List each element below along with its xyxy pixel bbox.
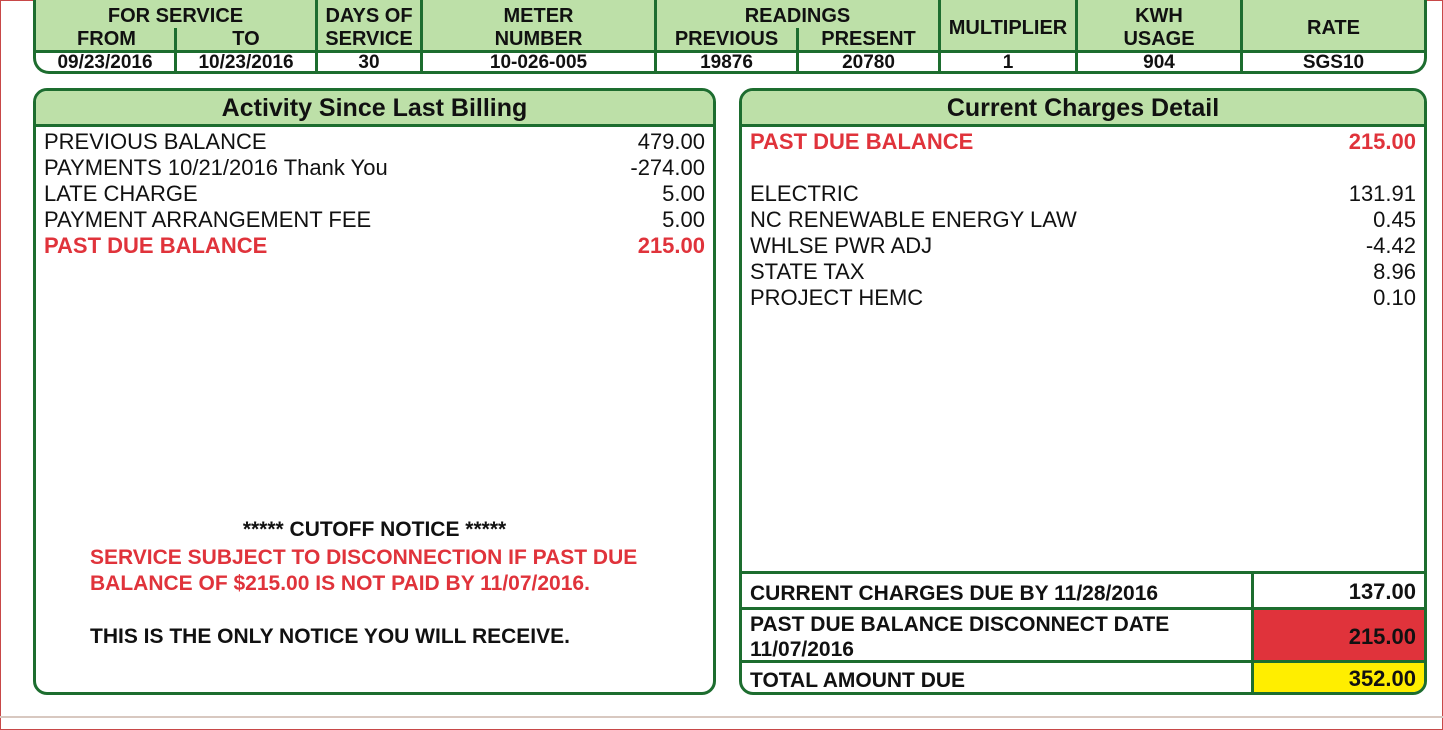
list-item <box>750 285 1416 311</box>
item-amount: -274.00 <box>630 155 705 180</box>
item-label: PAYMENTS 10/21/2016 Thank You <box>44 155 388 180</box>
service-table-header <box>36 0 1424 53</box>
value-rate: SGS10 <box>1302 52 1365 73</box>
divider <box>796 28 799 53</box>
disconnect-row <box>742 607 1424 663</box>
header-previous: PREVIOUS <box>674 28 779 50</box>
current-charges-due-amount: 137.00 <box>1251 574 1424 610</box>
list-item <box>750 233 1416 259</box>
activity-panel <box>33 88 716 695</box>
service-table <box>33 0 1427 74</box>
value-to: 10/23/2016 <box>198 52 294 73</box>
header-kwh: KWH <box>1135 5 1183 27</box>
header-service: SERVICE <box>325 28 413 50</box>
list-item <box>44 129 705 155</box>
header-rate: RATE <box>1307 17 1360 39</box>
list-item <box>44 207 705 233</box>
divider <box>1240 0 1243 50</box>
charges-panel <box>739 88 1427 695</box>
value-from: 09/23/2016 <box>57 52 153 73</box>
item-amount: 215.00 <box>637 233 705 258</box>
header-to: TO <box>232 28 260 50</box>
header-usage: USAGE <box>1123 28 1195 50</box>
header-present: PRESENT <box>821 28 916 50</box>
charges-title: Current Charges Detail <box>742 91 1424 127</box>
item-amount: 8.96 <box>1373 259 1416 284</box>
item-label: PAYMENT ARRANGEMENT FEE <box>44 207 372 232</box>
header-readings: READINGS <box>744 5 851 27</box>
header-from: FROM <box>77 28 136 50</box>
value-kwh-usage: 904 <box>1143 52 1175 73</box>
value-multiplier: 1 <box>1002 52 1014 73</box>
bottom-rule <box>0 716 1443 718</box>
list-item <box>750 259 1416 285</box>
header-for-service: FOR SERVICE <box>107 5 244 27</box>
list-item <box>750 181 1416 207</box>
divider <box>315 0 318 50</box>
divider <box>938 0 941 50</box>
total-amount-due-label: TOTAL AMOUNT DUE <box>750 669 966 692</box>
activity-title: Activity Since Last Billing <box>36 91 713 127</box>
item-label: PAST DUE BALANCE <box>750 129 974 154</box>
item-label: WHLSE PWR ADJ <box>750 233 933 258</box>
disconnect-amount: 215.00 <box>1251 610 1424 663</box>
divider <box>654 0 657 50</box>
current-charges-due-label: CURRENT CHARGES DUE BY 11/28/2016 <box>750 582 1159 605</box>
list-item <box>44 155 705 181</box>
item-label: STATE TAX <box>750 259 865 284</box>
item-label: PROJECT HEMC <box>750 285 924 310</box>
current-charges-due-row <box>742 571 1424 610</box>
list-item <box>44 181 705 207</box>
divider <box>174 28 177 53</box>
disconnect-label-line-2: 11/07/2016 <box>750 638 854 661</box>
value-previous: 19876 <box>700 52 753 73</box>
item-amount: 131.91 <box>1348 181 1416 206</box>
item-amount: 0.10 <box>1373 285 1416 310</box>
total-amount-due-amount: 352.00 <box>1251 663 1424 695</box>
only-notice-text: THIS IS THE ONLY NOTICE YOU WILL RECEIVE. <box>90 625 570 648</box>
cutoff-warning: SERVICE SUBJECT TO DISCONNECTION IF PAST DUE BALANCE OF $215.00 IS NOT PAID BY 11/07/2016. <box>90 546 638 595</box>
item-amount: -4.42 <box>1365 233 1416 258</box>
list-item <box>750 207 1416 233</box>
header-meter: METER <box>503 5 574 27</box>
item-label: ELECTRIC <box>750 181 859 206</box>
header-days-of: DAYS OF <box>325 5 413 27</box>
disconnect-label-line-1: PAST DUE BALANCE DISCONNECT DATE <box>750 613 1170 636</box>
item-label: LATE CHARGE <box>44 181 198 206</box>
item-amount: 5.00 <box>662 207 705 232</box>
item-amount: 0.45 <box>1373 207 1416 232</box>
item-amount: 479.00 <box>637 129 705 154</box>
divider <box>420 0 423 50</box>
header-number: NUMBER <box>494 28 583 50</box>
item-amount: 5.00 <box>662 181 705 206</box>
item-amount: 215.00 <box>1348 129 1416 154</box>
total-amount-due-row <box>742 660 1424 695</box>
value-days: 30 <box>358 52 380 73</box>
value-meter-number: 10-026-005 <box>489 52 588 73</box>
disconnect-label <box>750 612 1169 662</box>
past-due-row <box>44 233 705 259</box>
item-label: PREVIOUS BALANCE <box>44 129 267 154</box>
item-label: NC RENEWABLE ENERGY LAW <box>750 207 1077 232</box>
past-due-row <box>750 129 1416 155</box>
item-label: PAST DUE BALANCE <box>44 233 268 258</box>
cutoff-notice-title: ***** CUTOFF NOTICE ***** <box>242 518 507 541</box>
value-present: 20780 <box>842 52 895 73</box>
divider <box>1075 0 1078 50</box>
header-multiplier: MULTIPLIER <box>948 17 1068 39</box>
